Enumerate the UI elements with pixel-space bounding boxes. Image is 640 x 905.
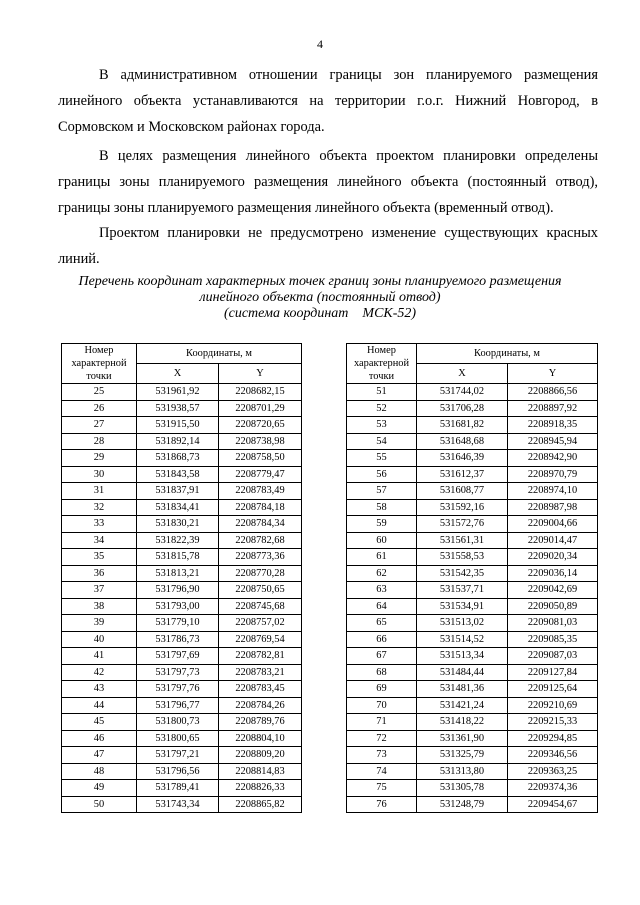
point-number-cell: 67 [347, 648, 417, 665]
x-coordinate-cell: 531418,22 [417, 714, 508, 731]
y-coordinate-cell: 2209087,03 [508, 648, 598, 665]
point-number-cell: 61 [347, 549, 417, 566]
table-row [62, 747, 302, 764]
y-coordinate-cell: 2209125,64 [508, 681, 598, 698]
point-number-cell: 44 [62, 697, 137, 714]
x-coordinate-cell: 531743,34 [137, 796, 219, 813]
table-row [347, 532, 598, 549]
x-coordinate-cell: 531325,79 [417, 747, 508, 764]
table-row [62, 532, 302, 549]
table-row [347, 648, 598, 665]
point-number-cell: 54 [347, 433, 417, 450]
point-number-cell: 39 [62, 615, 137, 632]
coordinates-table-left [61, 343, 302, 813]
header-point-number: Номер характерной точки [62, 344, 137, 384]
x-coordinate-cell: 531514,52 [417, 631, 508, 648]
x-coordinate-cell: 531612,37 [417, 466, 508, 483]
header-x: X [137, 364, 219, 384]
y-coordinate-cell: 2208779,47 [219, 466, 302, 483]
y-coordinate-cell: 2209014,47 [508, 532, 598, 549]
point-number-cell: 57 [347, 483, 417, 500]
x-coordinate-cell: 531822,39 [137, 532, 219, 549]
y-coordinate-cell: 2209050,89 [508, 598, 598, 615]
table-row [347, 565, 598, 582]
table-row [347, 598, 598, 615]
point-number-cell: 43 [62, 681, 137, 698]
y-coordinate-cell: 2208757,02 [219, 615, 302, 632]
y-coordinate-cell: 2208784,18 [219, 499, 302, 516]
table-row [347, 499, 598, 516]
point-number-cell: 38 [62, 598, 137, 615]
point-number-cell: 64 [347, 598, 417, 615]
point-number-cell: 55 [347, 450, 417, 467]
x-coordinate-cell: 531558,53 [417, 549, 508, 566]
point-number-cell: 47 [62, 747, 137, 764]
x-coordinate-cell: 531797,76 [137, 681, 219, 698]
point-number-cell: 71 [347, 714, 417, 731]
x-coordinate-cell: 531797,69 [137, 648, 219, 665]
point-number-cell: 63 [347, 582, 417, 599]
point-number-cell: 72 [347, 730, 417, 747]
x-coordinate-cell: 531572,76 [417, 516, 508, 533]
point-number-cell: 56 [347, 466, 417, 483]
table-row [347, 763, 598, 780]
table-row [62, 631, 302, 648]
table-row [62, 714, 302, 731]
y-coordinate-cell: 2208773,36 [219, 549, 302, 566]
y-coordinate-cell: 2208918,35 [508, 417, 598, 434]
x-coordinate-cell: 531542,35 [417, 565, 508, 582]
point-number-cell: 41 [62, 648, 137, 665]
x-coordinate-cell: 531608,77 [417, 483, 508, 500]
y-coordinate-cell: 2209210,69 [508, 697, 598, 714]
x-coordinate-cell: 531513,34 [417, 648, 508, 665]
point-number-cell: 62 [347, 565, 417, 582]
table-row [347, 664, 598, 681]
point-number-cell: 33 [62, 516, 137, 533]
y-coordinate-cell: 2208826,33 [219, 780, 302, 797]
table-row [347, 433, 598, 450]
paragraph-zone-boundaries [58, 143, 598, 221]
y-coordinate-cell: 2208782,68 [219, 532, 302, 549]
x-coordinate-cell: 531797,21 [137, 747, 219, 764]
point-number-cell: 75 [347, 780, 417, 797]
y-coordinate-cell: 2208866,56 [508, 384, 598, 401]
point-number-cell: 42 [62, 664, 137, 681]
coordinates-table-right [346, 343, 598, 813]
point-number-cell: 48 [62, 763, 137, 780]
y-coordinate-cell: 2208783,21 [219, 664, 302, 681]
table-body-left [62, 384, 302, 813]
point-number-cell: 60 [347, 532, 417, 549]
table-row [62, 582, 302, 599]
table-row [347, 582, 598, 599]
table-row [347, 681, 598, 698]
y-coordinate-cell: 2209004,66 [508, 516, 598, 533]
table-row [62, 615, 302, 632]
point-number-cell: 28 [62, 433, 137, 450]
table-row [347, 549, 598, 566]
point-number-cell: 68 [347, 664, 417, 681]
paragraph-line: Проектом планировки не предусмотрено изменение существующих красных [99, 225, 598, 241]
point-number-cell: 52 [347, 400, 417, 417]
paragraph-line: В целях размещения линейного объекта проектом планировки определены [99, 148, 598, 164]
y-coordinate-cell: 2208804,10 [219, 730, 302, 747]
table-row [62, 730, 302, 747]
header-x: X [417, 364, 508, 384]
x-coordinate-cell: 531592,16 [417, 499, 508, 516]
x-coordinate-cell: 531681,82 [417, 417, 508, 434]
y-coordinate-cell: 2208770,28 [219, 565, 302, 582]
x-coordinate-cell: 531744,02 [417, 384, 508, 401]
point-number-cell: 25 [62, 384, 137, 401]
y-coordinate-cell: 2208758,50 [219, 450, 302, 467]
table-row [62, 664, 302, 681]
point-number-cell: 51 [347, 384, 417, 401]
y-coordinate-cell: 2209042,69 [508, 582, 598, 599]
y-coordinate-cell: 2208945,94 [508, 433, 598, 450]
x-coordinate-cell: 531868,73 [137, 450, 219, 467]
table-row [62, 549, 302, 566]
point-number-cell: 26 [62, 400, 137, 417]
table-row [347, 615, 598, 632]
y-coordinate-cell: 2209081,03 [508, 615, 598, 632]
y-coordinate-cell: 2208782,81 [219, 648, 302, 665]
table-row [347, 631, 598, 648]
caption-line: (система координат МСК-52) [223, 306, 417, 321]
table-row [62, 763, 302, 780]
y-coordinate-cell: 2208769,54 [219, 631, 302, 648]
x-coordinate-cell: 531513,02 [417, 615, 508, 632]
x-coordinate-cell: 531796,77 [137, 697, 219, 714]
x-coordinate-cell: 531813,21 [137, 565, 219, 582]
y-coordinate-cell: 2209346,56 [508, 747, 598, 764]
header-coordinates: Координаты, м [137, 344, 302, 364]
y-coordinate-cell: 2209127,84 [508, 664, 598, 681]
x-coordinate-cell: 531793,00 [137, 598, 219, 615]
y-coordinate-cell: 2208783,45 [219, 681, 302, 698]
point-number-cell: 49 [62, 780, 137, 797]
y-coordinate-cell: 2208783,49 [219, 483, 302, 500]
table-row [347, 730, 598, 747]
y-coordinate-cell: 2208865,82 [219, 796, 302, 813]
x-coordinate-cell: 531815,78 [137, 549, 219, 566]
table-row [62, 598, 302, 615]
header-y: Y [219, 364, 302, 384]
x-coordinate-cell: 531961,92 [137, 384, 219, 401]
point-number-cell: 32 [62, 499, 137, 516]
y-coordinate-cell: 2208970,79 [508, 466, 598, 483]
x-coordinate-cell: 531537,71 [417, 582, 508, 599]
point-number-cell: 74 [347, 763, 417, 780]
paragraph-line: границы зоны планируемого размещения линейного объекта (постоянный отвод), [58, 174, 598, 190]
point-number-cell: 65 [347, 615, 417, 632]
point-number-cell: 27 [62, 417, 137, 434]
x-coordinate-cell: 531481,36 [417, 681, 508, 698]
x-coordinate-cell: 531248,79 [417, 796, 508, 813]
x-coordinate-cell: 531800,73 [137, 714, 219, 731]
table-row [347, 450, 598, 467]
table-row [347, 516, 598, 533]
point-number-cell: 45 [62, 714, 137, 731]
x-coordinate-cell: 531800,65 [137, 730, 219, 747]
table-row [62, 384, 302, 401]
y-coordinate-cell: 2208720,65 [219, 417, 302, 434]
paragraph-line: Сормовском и Московском районах города. [58, 119, 325, 135]
table-row [347, 384, 598, 401]
y-coordinate-cell: 2208942,90 [508, 450, 598, 467]
y-coordinate-cell: 2208745,68 [219, 598, 302, 615]
y-coordinate-cell: 2208784,26 [219, 697, 302, 714]
caption-line: Перечень координат характерных точек границ зоны планируемого размещения [78, 274, 562, 289]
y-coordinate-cell: 2208682,15 [219, 384, 302, 401]
x-coordinate-cell: 531361,90 [417, 730, 508, 747]
paragraph-red-lines [58, 220, 598, 272]
table-caption [40, 274, 600, 322]
page-number: 4 [317, 37, 323, 51]
point-number-cell: 73 [347, 747, 417, 764]
point-number-cell: 69 [347, 681, 417, 698]
y-coordinate-cell: 2209215,33 [508, 714, 598, 731]
y-coordinate-cell: 2208987,98 [508, 499, 598, 516]
table-row [62, 516, 302, 533]
x-coordinate-cell: 531561,31 [417, 532, 508, 549]
table-row [347, 714, 598, 731]
x-coordinate-cell: 531796,90 [137, 582, 219, 599]
x-coordinate-cell: 531837,91 [137, 483, 219, 500]
table-row [347, 483, 598, 500]
table-row [62, 433, 302, 450]
x-coordinate-cell: 531534,91 [417, 598, 508, 615]
y-coordinate-cell: 2209454,67 [508, 796, 598, 813]
table-row [62, 466, 302, 483]
paragraph-line: линейного объекта устанавливаются на территории г.о.г. Нижний Новгород, в [58, 93, 598, 109]
point-number-cell: 30 [62, 466, 137, 483]
y-coordinate-cell: 2208750,65 [219, 582, 302, 599]
x-coordinate-cell: 531313,80 [417, 763, 508, 780]
x-coordinate-cell: 531797,73 [137, 664, 219, 681]
y-coordinate-cell: 2209363,25 [508, 763, 598, 780]
caption-line: линейного объекта (постоянный отвод) [199, 290, 441, 305]
x-coordinate-cell: 531484,44 [417, 664, 508, 681]
table-row [62, 450, 302, 467]
y-coordinate-cell: 2208701,29 [219, 400, 302, 417]
table-row [347, 417, 598, 434]
x-coordinate-cell: 531915,50 [137, 417, 219, 434]
x-coordinate-cell: 531646,39 [417, 450, 508, 467]
y-coordinate-cell: 2208789,76 [219, 714, 302, 731]
paragraph-line: границы зоны планируемого размещения линейного объекта (временный отвод). [58, 200, 554, 216]
point-number-cell: 58 [347, 499, 417, 516]
table-row [62, 697, 302, 714]
point-number-cell: 76 [347, 796, 417, 813]
table-row [347, 747, 598, 764]
point-number-cell: 36 [62, 565, 137, 582]
point-number-cell: 50 [62, 796, 137, 813]
point-number-cell: 35 [62, 549, 137, 566]
y-coordinate-cell: 2209085,35 [508, 631, 598, 648]
paragraph-line: В административном отношении границы зон планируемого размещения [99, 67, 598, 83]
x-coordinate-cell: 531834,41 [137, 499, 219, 516]
x-coordinate-cell: 531305,78 [417, 780, 508, 797]
y-coordinate-cell: 2208784,34 [219, 516, 302, 533]
point-number-cell: 29 [62, 450, 137, 467]
table-row [62, 565, 302, 582]
table-row [62, 648, 302, 665]
point-number-cell: 40 [62, 631, 137, 648]
y-coordinate-cell: 2209020,34 [508, 549, 598, 566]
header-coordinates: Координаты, м [417, 344, 598, 364]
paragraph-admin-boundaries [58, 62, 598, 140]
x-coordinate-cell: 531421,24 [417, 697, 508, 714]
x-coordinate-cell: 531830,21 [137, 516, 219, 533]
y-coordinate-cell: 2208974,10 [508, 483, 598, 500]
point-number-cell: 70 [347, 697, 417, 714]
table-row [62, 780, 302, 797]
table-row [62, 400, 302, 417]
table-row [62, 483, 302, 500]
header-point-number: Номер характерной точки [347, 344, 417, 384]
x-coordinate-cell: 531779,10 [137, 615, 219, 632]
point-number-cell: 46 [62, 730, 137, 747]
table-row [62, 417, 302, 434]
y-coordinate-cell: 2208738,98 [219, 433, 302, 450]
x-coordinate-cell: 531892,14 [137, 433, 219, 450]
table-row [347, 796, 598, 813]
table-row [347, 466, 598, 483]
x-coordinate-cell: 531938,57 [137, 400, 219, 417]
point-number-cell: 59 [347, 516, 417, 533]
x-coordinate-cell: 531796,56 [137, 763, 219, 780]
point-number-cell: 37 [62, 582, 137, 599]
x-coordinate-cell: 531843,58 [137, 466, 219, 483]
table-row [62, 796, 302, 813]
paragraph-line: линий. [58, 251, 100, 267]
table-row [62, 499, 302, 516]
point-number-cell: 34 [62, 532, 137, 549]
y-coordinate-cell: 2208897,92 [508, 400, 598, 417]
x-coordinate-cell: 531706,28 [417, 400, 508, 417]
table-body-right [347, 384, 598, 813]
y-coordinate-cell: 2208809,20 [219, 747, 302, 764]
table-row [62, 681, 302, 698]
table-row [347, 780, 598, 797]
y-coordinate-cell: 2208814,83 [219, 763, 302, 780]
point-number-cell: 53 [347, 417, 417, 434]
y-coordinate-cell: 2209374,36 [508, 780, 598, 797]
header-y: Y [508, 364, 598, 384]
point-number-cell: 31 [62, 483, 137, 500]
x-coordinate-cell: 531648,68 [417, 433, 508, 450]
y-coordinate-cell: 2209036,14 [508, 565, 598, 582]
y-coordinate-cell: 2209294,85 [508, 730, 598, 747]
x-coordinate-cell: 531789,41 [137, 780, 219, 797]
point-number-cell: 66 [347, 631, 417, 648]
x-coordinate-cell: 531786,73 [137, 631, 219, 648]
table-row [347, 400, 598, 417]
table-row [347, 697, 598, 714]
